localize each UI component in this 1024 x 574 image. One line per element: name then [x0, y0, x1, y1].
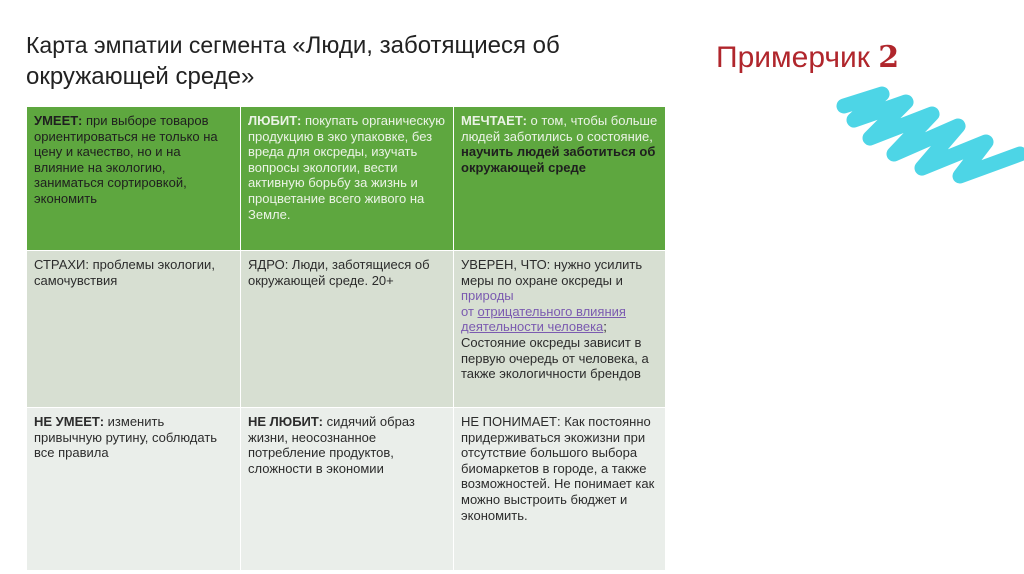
cell-mechtaet-key: МЕЧТАЕТ:	[461, 113, 527, 128]
cell-lyubit-key: ЛЮБИТ:	[248, 113, 302, 128]
cell-uveren-purple1: природы	[461, 288, 514, 304]
cell-uveren-text1: УВЕРЕН, ЧТО: нужно усилить меры по охране оксреды и	[461, 257, 643, 288]
cell-mechtaet	[454, 107, 665, 250]
example-label-number: 2	[878, 40, 900, 75]
cell-mechtaet-text: о том, чтобы больше людей заботились о состояние,	[461, 113, 658, 144]
cell-uveren	[454, 251, 665, 407]
cell-ne-lyubit-text: сидячий образ жизни, неосознанное потребление продуктов, сложности в экономии	[248, 414, 415, 476]
cyan-scribble-decoration	[836, 84, 1024, 184]
slide-title	[26, 30, 626, 92]
slide-title-line2: окружающей среде»	[26, 63, 255, 90]
slide-title-prefix: Карта эмпатии сегмента	[26, 32, 293, 58]
cell-ne-umeet-key: НЕ УМЕЕТ:	[34, 414, 105, 429]
cell-ne-lyubit-key: НЕ ЛЮБИТ:	[248, 414, 323, 429]
cell-yadro-text: ЯДРО: Люди, заботящиеся об окружающей среде. 20+	[248, 257, 430, 288]
cell-uveren-text2: Состояние оксреды зависит в первую очередь от человека, а также экологичности брендов	[461, 334, 649, 382]
cell-strahi-text: СТРАХИ: проблемы экологии, самочувствия	[34, 257, 215, 288]
cell-ne-lyubit	[241, 408, 453, 570]
slide-title-quote: «Люди, заботящиеся об	[292, 32, 560, 59]
cell-uveren-purple2: от	[461, 303, 478, 319]
cell-yadro	[241, 251, 453, 407]
cell-lyubit-text: покупать органическую продукцию в эко упаковке, без вреда для оксреды, изучать вопросы экологии, вести активную борьбу за жизнь и процветание всего живого на Земле.	[248, 113, 446, 222]
cell-uveren-semicolon: ;	[603, 319, 607, 335]
example-label	[716, 40, 899, 75]
cell-ne-umeet-text: изменить привычную рутину, соблюдать все правила	[34, 414, 218, 461]
cell-ne-umeet	[27, 408, 240, 570]
cell-strahi	[27, 251, 240, 407]
cell-umeet-key: УМЕЕТ:	[34, 113, 83, 128]
cell-ne-ponimaet-text: НЕ ПОНИМАЕТ: Как постоянно придерживаться экожизни при отсутствие большого выбора биомаркетов в городе, а также возможностей. Не понимает как можно выстроить бюджет и экономить.	[461, 414, 655, 523]
cell-umeet-text: при выборе товаров ориентироваться не только на цену и качество, но и на влияние на экологию, заниматься сортировкой, экономить	[34, 113, 218, 206]
empathy-map-table	[27, 107, 665, 570]
cell-uveren-link[interactable]: отрицательного влияния деятельности человека	[461, 303, 626, 335]
cell-ne-ponimaet	[454, 408, 665, 570]
cell-lyubit	[241, 107, 453, 250]
cell-umeet	[27, 107, 240, 250]
example-label-text: Примерчик	[716, 41, 879, 74]
cell-mechtaet-bold: научить людей заботиться об окружающей среде	[461, 144, 656, 175]
